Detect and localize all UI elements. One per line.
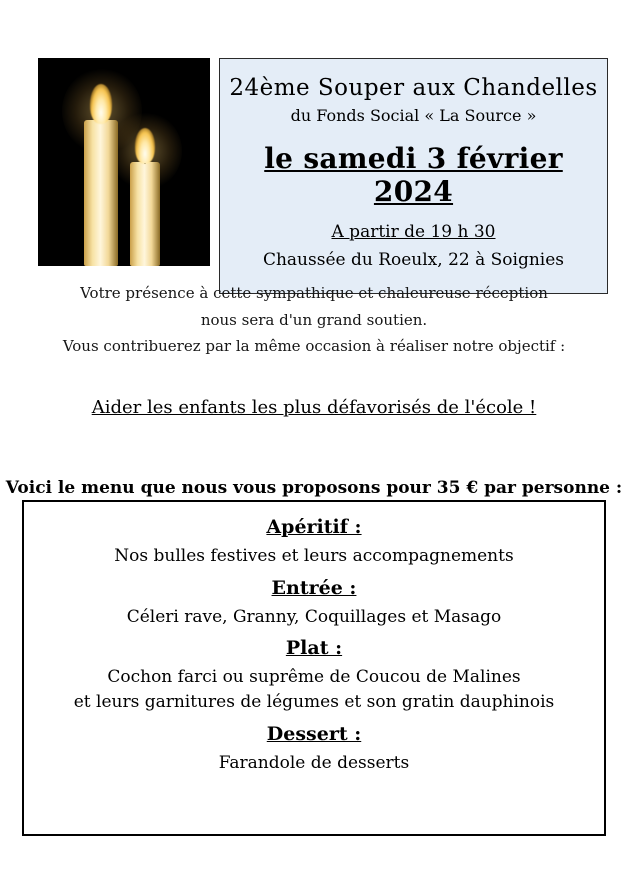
course-desc-dessert: Farandole de desserts bbox=[218, 752, 410, 773]
event-hour: A partir de 19 h 30 bbox=[331, 221, 496, 242]
course-title-aperitif: Apéritif : bbox=[266, 516, 362, 538]
menu-lead-text: Voici le menu que nous vous proposons pour 35 € par personne : bbox=[5, 478, 623, 498]
menu-box bbox=[22, 500, 606, 836]
candle-icon bbox=[84, 120, 118, 266]
candles-photo bbox=[38, 58, 210, 266]
intro-line-3: Vous contribuerez par la même occasion à réaliser notre objectif : bbox=[62, 337, 566, 356]
candle-icon bbox=[130, 162, 160, 266]
event-date: le samedi 3 février 2024 bbox=[264, 141, 563, 208]
intro-line-1: Votre présence à cette sympathique et chaleureuse réception bbox=[80, 284, 548, 302]
event-address: Chaussée du Roeulx, 22 à Soignies bbox=[262, 249, 565, 270]
flame-icon bbox=[135, 128, 155, 164]
intro-paragraph bbox=[0, 280, 628, 360]
course-title-entree: Entrée : bbox=[271, 576, 357, 599]
course-desc-plat-line-2: et leurs garnitures de légumes et son gratin dauphinois bbox=[73, 691, 555, 712]
title-box bbox=[219, 58, 608, 294]
flame-icon bbox=[90, 84, 112, 124]
course-desc-plat-line-1: Cochon farci ou suprême de Coucou de Malines bbox=[107, 667, 521, 688]
course-desc-entree: Céleri rave, Granny, Coquillages et Masago bbox=[126, 606, 502, 627]
event-subtitle: du Fonds Social « La Source » bbox=[290, 106, 537, 126]
course-title-plat: Plat : bbox=[285, 637, 343, 660]
objective-statement: Aider les enfants les plus défavorisés de l'école ! bbox=[91, 397, 537, 418]
event-title: 24ème Souper aux Chandelles bbox=[229, 75, 598, 101]
intro-line-2: nous sera d'un grand soutien. bbox=[200, 310, 428, 329]
course-title-dessert: Dessert : bbox=[266, 722, 362, 745]
course-desc-aperitif: Nos bulles festives et leurs accompagnements bbox=[114, 546, 514, 566]
header-section bbox=[0, 28, 628, 270]
